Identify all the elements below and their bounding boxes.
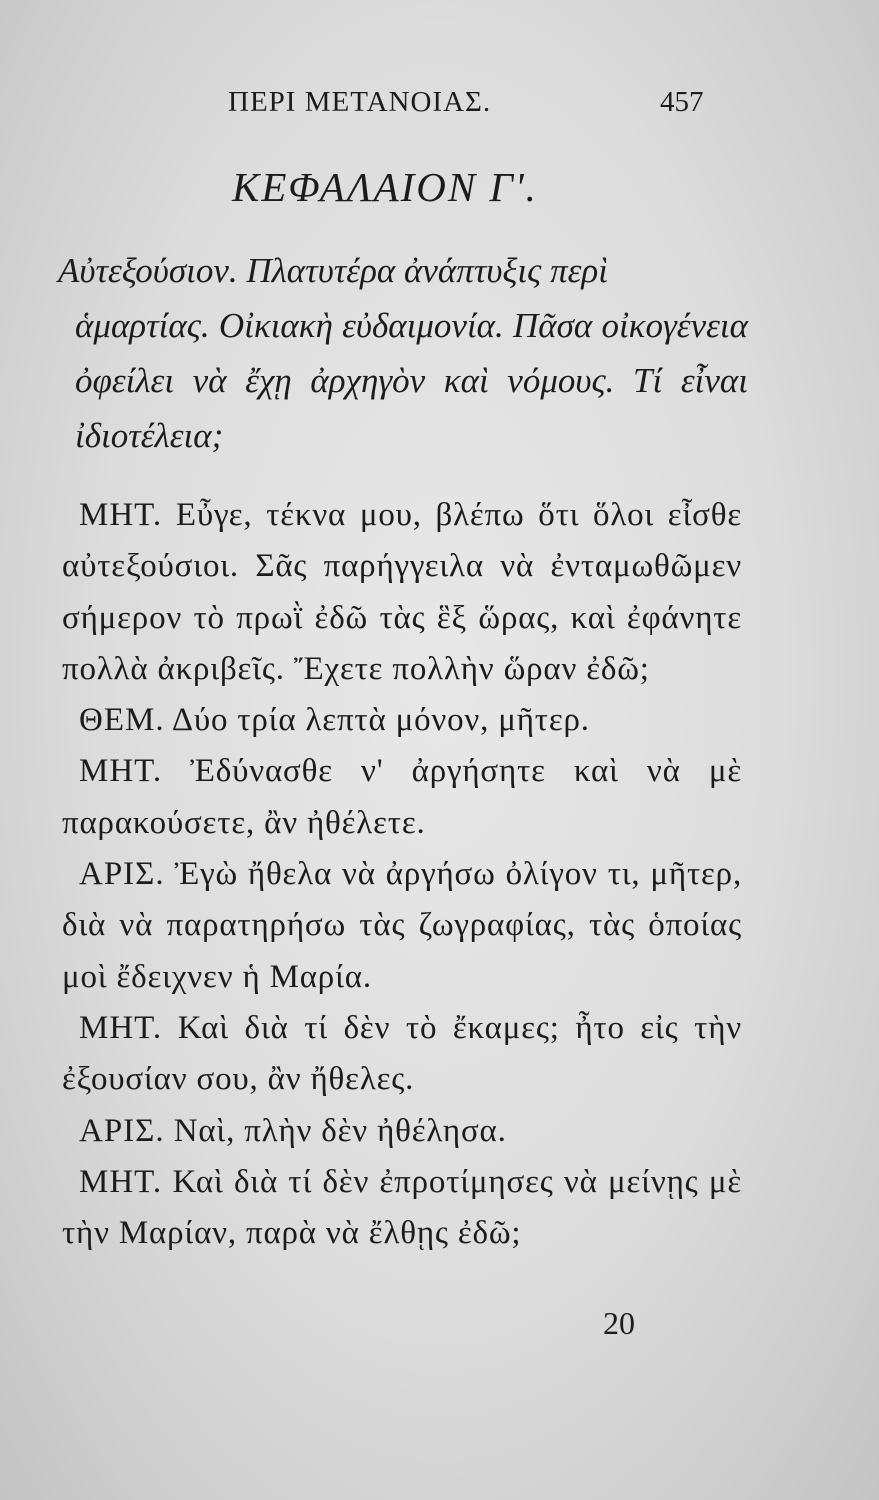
dialogue-text: Εὖγε, τέκνα μου, βλέπω ὅτι ὅλοι εἶσθε αὐτεξούσιοι. Σᾶς παρήγγειλα νὰ ἐνταμωθῶμεν σήμερον τὸ πρωῒ ἐδῶ τὰς ἓξ ὥρας, καὶ ἐφάνητε πολλὰ ἀκριβεῖς. Ἔχετε πολλὴν ὥραν ἐδῶ;	[62, 497, 742, 687]
dialogue-paragraph	[62, 1106, 742, 1157]
dialogue-paragraph	[62, 695, 742, 746]
signature-mark: 20	[603, 1305, 635, 1341]
dialogue-paragraph	[62, 1003, 742, 1106]
dialogue-paragraph	[62, 1157, 742, 1260]
speaker-label: ΜΗΤ.	[79, 753, 163, 790]
chapter-heading: ΚΕΦΑΛΑΙΟΝ Γ'.	[232, 164, 538, 210]
speaker-label: ΜΗΤ.	[79, 497, 163, 533]
dialogue-body	[62, 490, 742, 1259]
dialogue-text: Ναὶ, πλὴν δὲν ἠθέλησα.	[173, 1112, 507, 1149]
dialogue-paragraph	[62, 746, 742, 849]
dialogue-text: Ἐγὼ ἤθελα νὰ ἀργήσω ὀλίγον τι, μῆτερ, διὰ νὰ παρατηρήσω τὰς ζωγραφίας, τὰς ὁποίας μοὶ ἔδειχνεν ἡ Μαρία.	[62, 856, 742, 995]
running-title: ΠΕΡΙ ΜΕΤΑΝΟΙΑΣ.	[228, 86, 492, 118]
dialogue-text: Δύο τρία λεπτὰ μόνον, μῆτερ.	[171, 702, 590, 739]
speaker-label: ΜΗΤ.	[79, 1163, 163, 1200]
dialogue-text: Ἐδύνασθε ν' ἀργήσητε καὶ νὰ μὲ παρακούσετε, ἂν ἠθέλετε.	[62, 753, 742, 841]
speaker-label: ΑΡΙΣ.	[79, 1112, 165, 1149]
page-number: 457	[660, 86, 704, 118]
chapter-summary-rest: ἁμαρτίας. Οἰκιακὴ εὐδαιμονία. Πᾶσα οἰκογένεια ὀφείλει νὰ ἔχῃ ἀρχηγὸν καὶ νόμους. Τί εἶναι ἰδιοτέλεια;	[75, 306, 748, 455]
dialogue-text: Καὶ διὰ τί δὲν ἐπροτίμησες νὰ μείνῃς μὲ τὴν Μαρίαν, παρὰ νὰ ἔλθῃς ἐδῶ;	[62, 1163, 742, 1252]
speaker-label: ΑΡΙΣ.	[79, 856, 165, 893]
dialogue-paragraph	[62, 849, 742, 1003]
dialogue-paragraph	[62, 490, 742, 695]
chapter-summary	[58, 243, 748, 463]
dialogue-text: Καὶ διὰ τί δὲν τὸ ἔκαμες; ἦτο εἰς τὴν ἐξουσίαν σου, ἂν ἤθελες.	[62, 1009, 742, 1098]
chapter-summary-first-line: Αὐτεξούσιον. Πλατυτέρα ἀνάπτυξις περὶ	[58, 251, 608, 290]
speaker-label: ΜΗΤ.	[79, 1009, 163, 1046]
speaker-label: ΘΕΜ.	[79, 702, 165, 739]
